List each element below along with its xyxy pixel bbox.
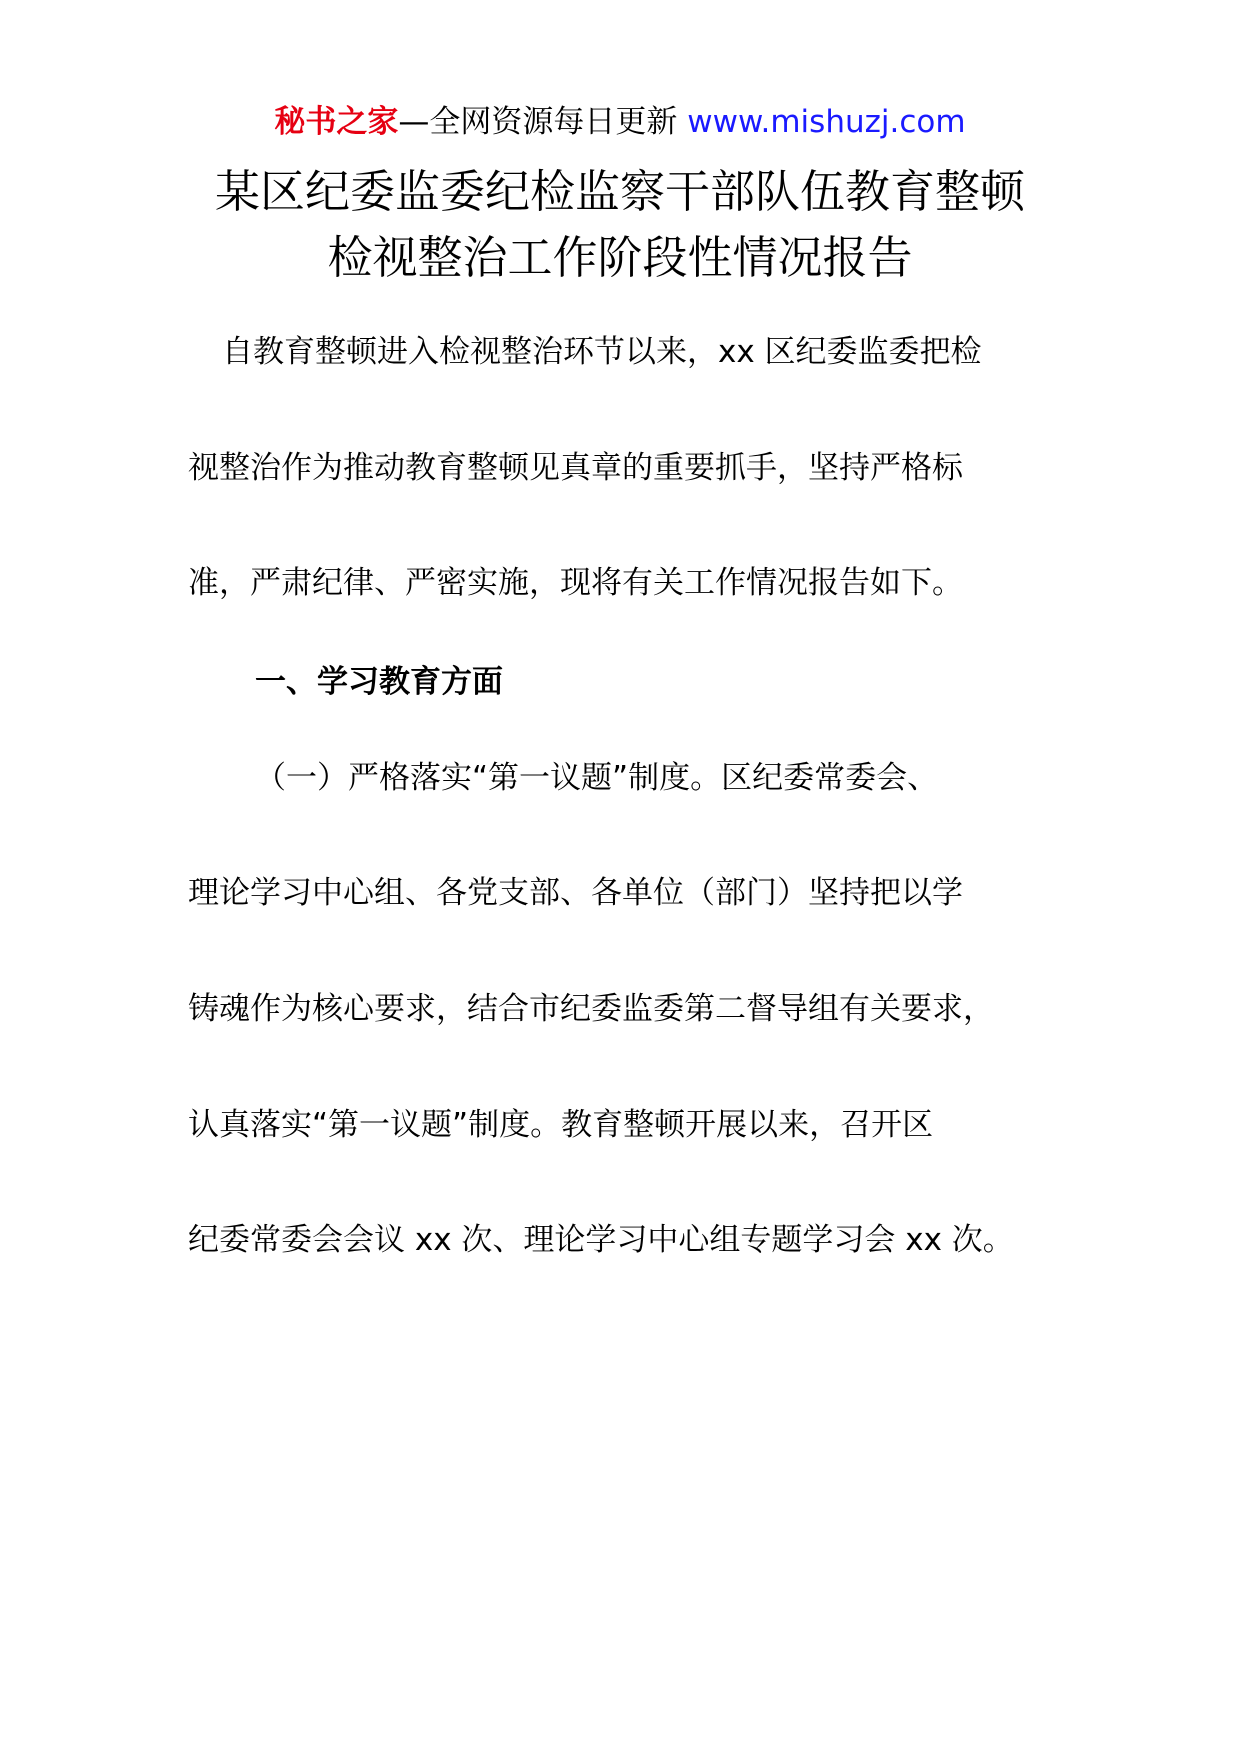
paragraph-line: 理论学习中心组、各党支部、各单位（部门）坚持把以学 [188,875,963,911]
paragraph-line: （一）严格落实“第一议题”制度。区纪委常委会、 [255,760,939,796]
paragraph-line: 铸魂作为核心要求，结合市纪委监委第二督导组有关要求， [188,991,994,1027]
document-title-line-1: 某区纪委监委纪检监察干部队伍教育整顿 [214,165,1025,218]
site-tagline: —全网资源每日更新 [398,104,678,140]
site-brand: 秘书之家 [274,104,399,140]
paragraph-line: 自教育整顿进入检视整治环节以来，xx 区纪委监委把检 [222,334,982,370]
paragraph-line: 准，严肃纪律、严密实施，现将有关工作情况报告如下。 [188,565,963,601]
paragraph-line: 认真落实“第一议题”制度。教育整顿开展以来，召开区 [188,1107,934,1143]
section-heading: 一、学习教育方面 [255,664,503,700]
paragraph-line: 纪委常委会会议 xx 次、理论学习中心组专题学习会 xx 次。 [188,1222,1014,1258]
document-title-line-2: 检视整治工作阶段性情况报告 [327,231,913,284]
site-header [0,100,1240,144]
site-url-link[interactable]: www.mishuzj.com [687,104,966,140]
paragraph-line: 视整治作为推动教育整顿见真章的重要抓手，坚持严格标 [188,450,963,486]
